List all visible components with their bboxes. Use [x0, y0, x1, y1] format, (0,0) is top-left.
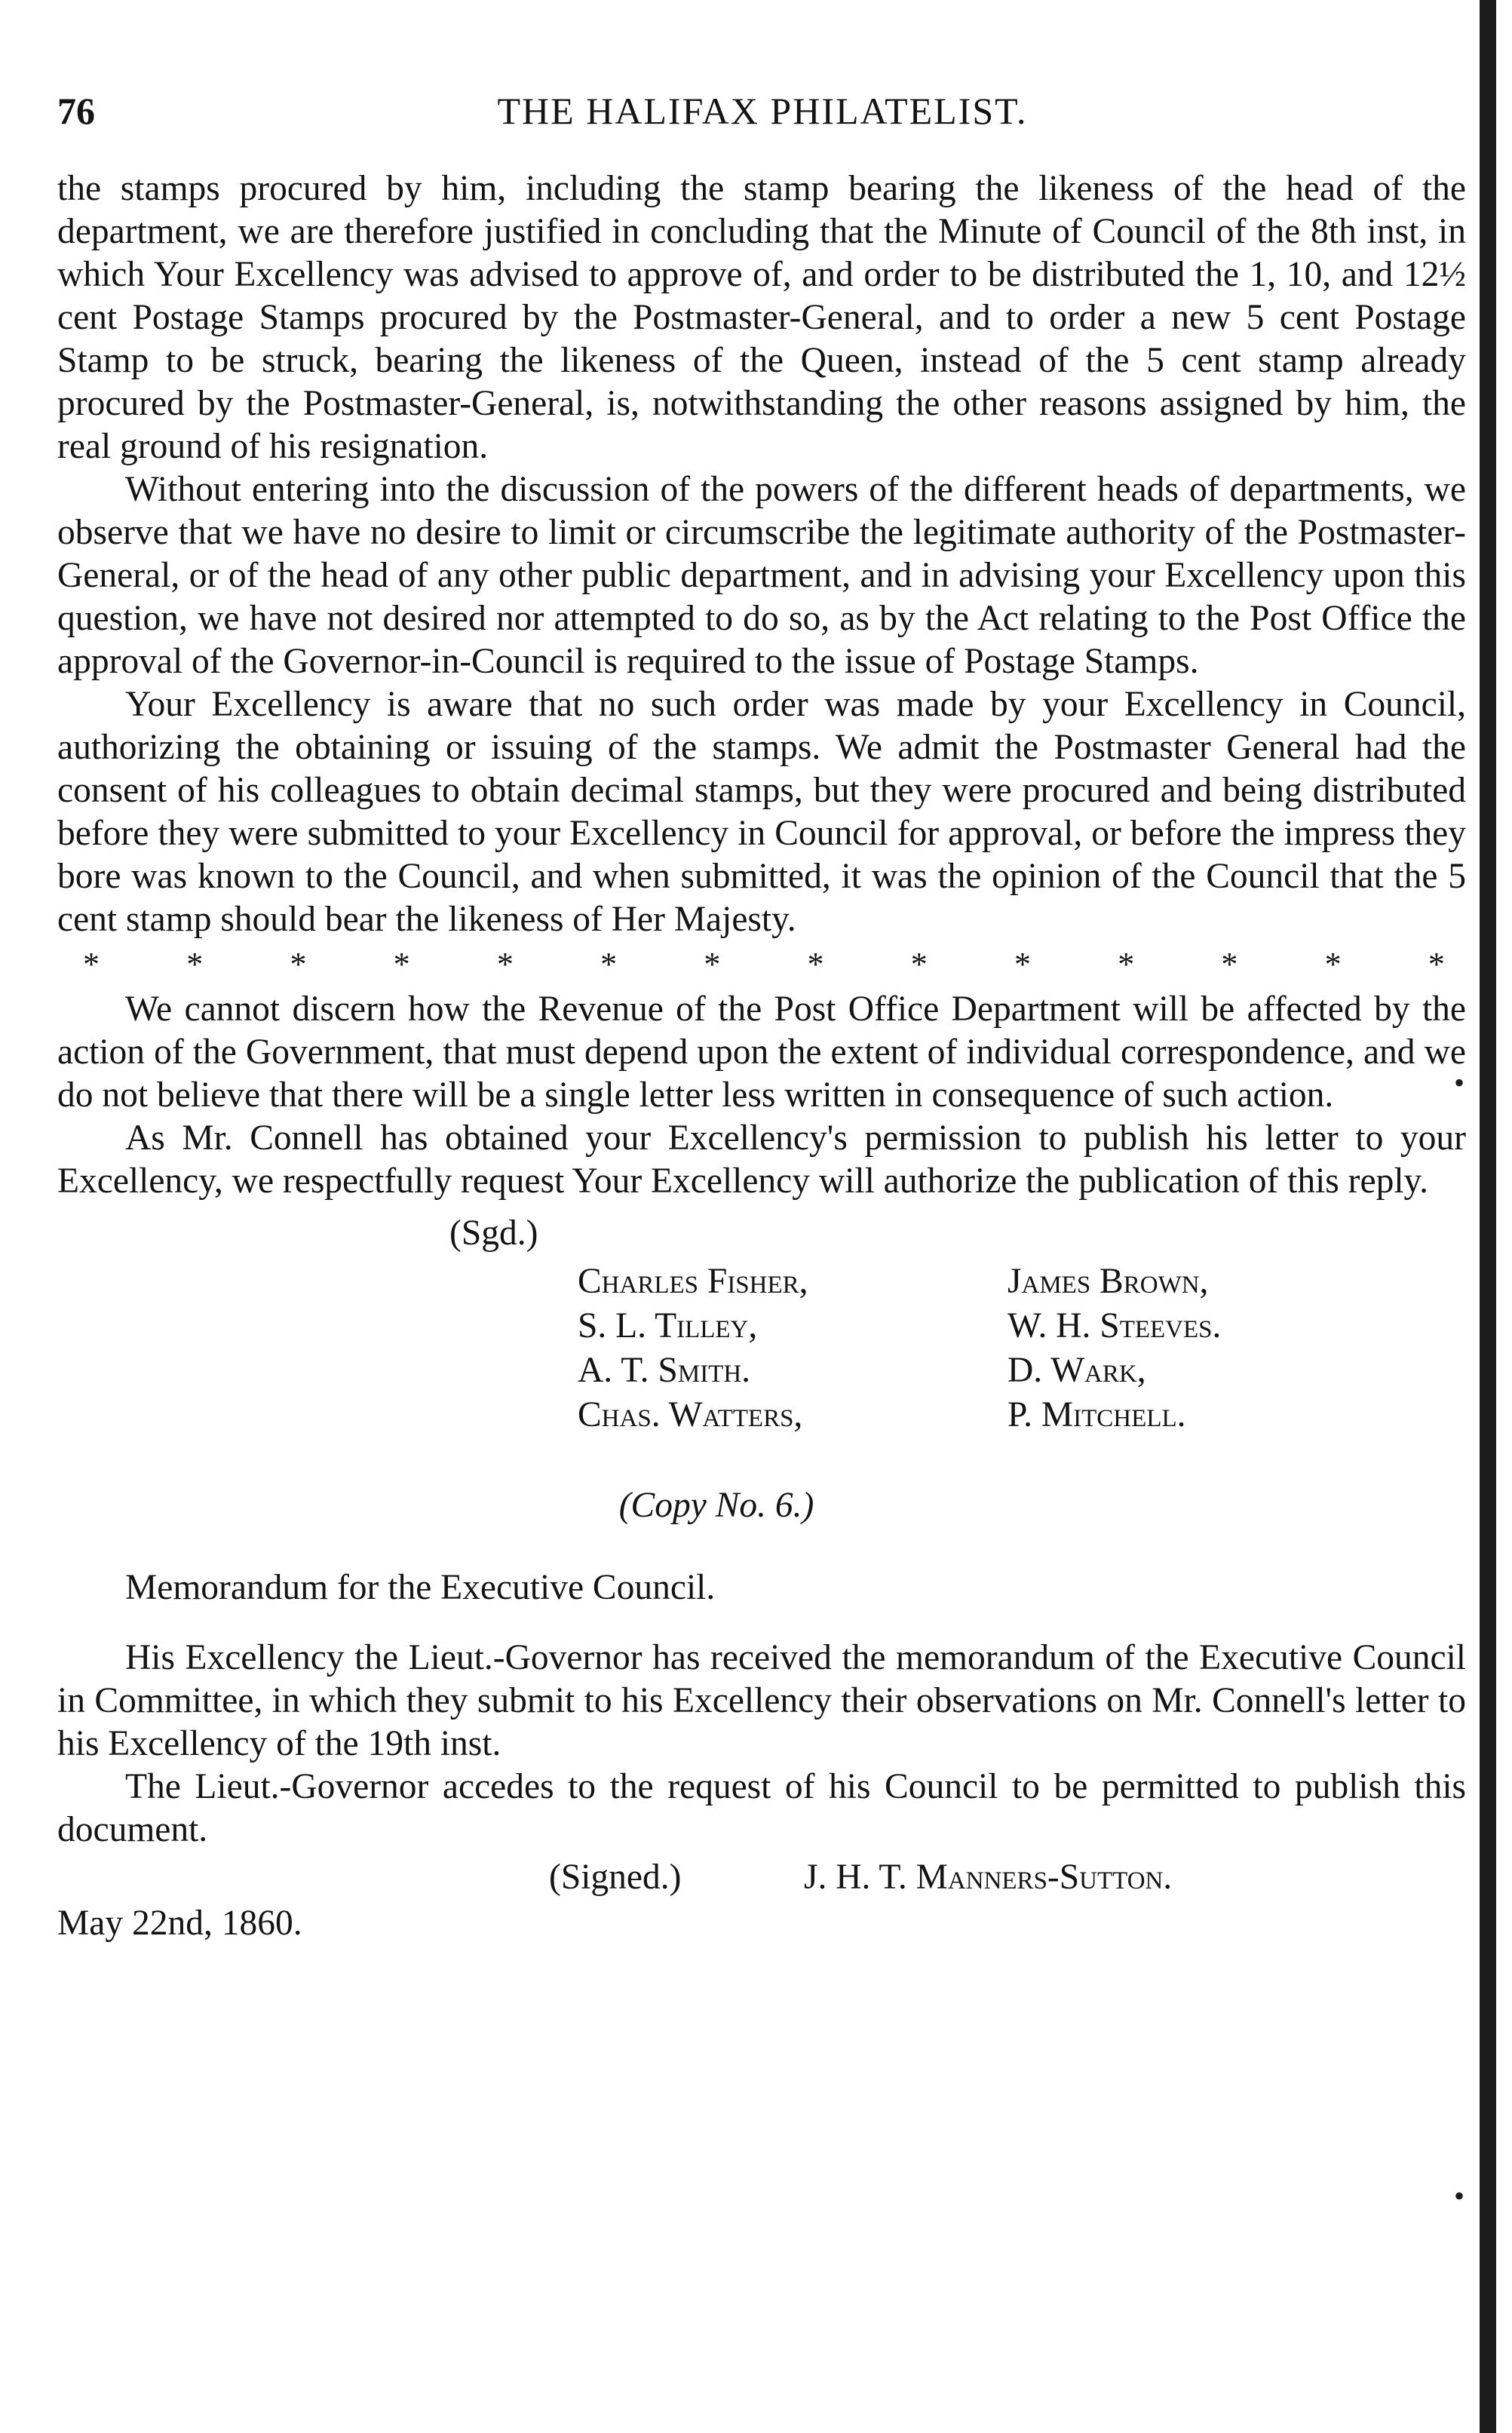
signatory-name: Charles Fisher,: [578, 1262, 808, 1301]
signer-name: J. H. T. Manners-Sutton.: [804, 1858, 1173, 1897]
body-text: [57, 167, 1466, 1945]
asterisk: *: [393, 946, 410, 983]
asterisk: *: [1428, 946, 1445, 983]
scan-edge-bar: [1480, 0, 1496, 2433]
signatory-name: A. T. Smith.: [578, 1351, 751, 1390]
asterisk-divider: [57, 946, 1466, 983]
paragraph: The Lieut.-Governor accedes to the request of his Council to be permitted to publish this document.: [57, 1767, 1466, 1849]
signatory-name: S. L. Tilley,: [578, 1306, 758, 1345]
asterisk: *: [1118, 946, 1135, 983]
sgd-label: (Sgd.): [449, 1213, 538, 1253]
paragraph: We cannot discern how the Revenue of the Post Office Department will be affected by the action of the Government, that must depend upon the extent of individual correspondence, and we do not believe that there will be a single letter less written in consequence of such action.: [57, 989, 1466, 1115]
asterisk: *: [83, 946, 100, 983]
paragraph: Without entering into the discussion of the powers of the different heads of departments, we observe that we have no desire to limit or circumscribe the legitimate authority of the Postmaster-General, or of the head of any other public department, and in advising your Excellency upon this question, we have not desired nor attempted to do so, as by the Act relating to the Post Office the approval of the Governor-in-Council is required to the issue of Postage Stamps.: [57, 470, 1466, 681]
paragraph: Your Excellency is aware that no such order was made by your Excellency in Council, authorizing the obtaining or issuing of the stamps. We admit the Postmaster General had the consent of his colleagues to obtain decimal stamps, but they were procured and being distributed before they were submitted to your Excellency in Council for approval, or before the impress they bore was known to the Council, and when submitted, it was the opinion of the Council that the 5 cent stamp should bear the likeness of Her Majesty.: [57, 685, 1466, 939]
signed-line: [57, 1856, 1466, 1899]
signed-label: (Signed.): [549, 1858, 682, 1897]
asterisk: *: [807, 946, 824, 983]
signatories: [578, 1259, 1466, 1437]
asterisk: *: [704, 946, 721, 983]
date-line: May 22nd, 1860.: [57, 1904, 302, 1943]
paragraph: the stamps procured by him, including the stamp bearing the likeness of the head of the department, we are therefore justified in concluding that the Minute of Council of the 8th inst, in which Your Excellency was advised to approve of, and order to be distributed the 1, 10, and 12½ cent Postage Stamps procured by the Postmaster-General, and to order a new 5 cent Postage Stamp to be struck, bearing the likeness of the Queen, instead of the 5 cent stamp already procured by the Postmaster-General, is, notwithstanding the other reasons assigned by him, the real ground of his resignation.: [57, 169, 1466, 466]
running-title: THE HALIFAX PHILATELIST.: [497, 90, 1028, 132]
signatory-name: W. H. Steeves.: [1007, 1306, 1222, 1345]
margin-mark: •: [1454, 1066, 1465, 1100]
asterisk: *: [290, 946, 307, 983]
signatory-name: Chas. Watters,: [578, 1395, 803, 1434]
signatory-name: D. Wark,: [1007, 1351, 1146, 1390]
asterisk: *: [1221, 946, 1238, 983]
asterisk: *: [496, 946, 514, 983]
asterisk: *: [1014, 946, 1031, 983]
asterisk: *: [186, 946, 204, 983]
asterisk: *: [1324, 946, 1342, 983]
margin-mark: •: [1454, 2179, 1465, 2213]
signatory-name: James Brown,: [1007, 1262, 1209, 1301]
page-header: [57, 89, 1468, 142]
signatory-name: P. Mitchell.: [1007, 1395, 1186, 1434]
paragraph: His Excellency the Lieut.-Governor has received the memorandum of the Executive Council in Committee, in which they submit to his Excellency their observations on Mr. Connell's letter to his Excellency of the 19th inst.: [57, 1638, 1466, 1763]
asterisk: *: [910, 946, 928, 983]
memorandum-title: Memorandum for the Executive Council.: [125, 1568, 716, 1607]
page-number: 76: [57, 90, 95, 132]
asterisk: *: [600, 946, 618, 983]
copy-heading: (Copy No. 6.): [618, 1486, 814, 1525]
paragraph: As Mr. Connell has obtained your Excellency's permission to publish his letter to your Excellency, we respectfully request Your Excellency will authorize the publication of this reply.: [57, 1118, 1466, 1201]
